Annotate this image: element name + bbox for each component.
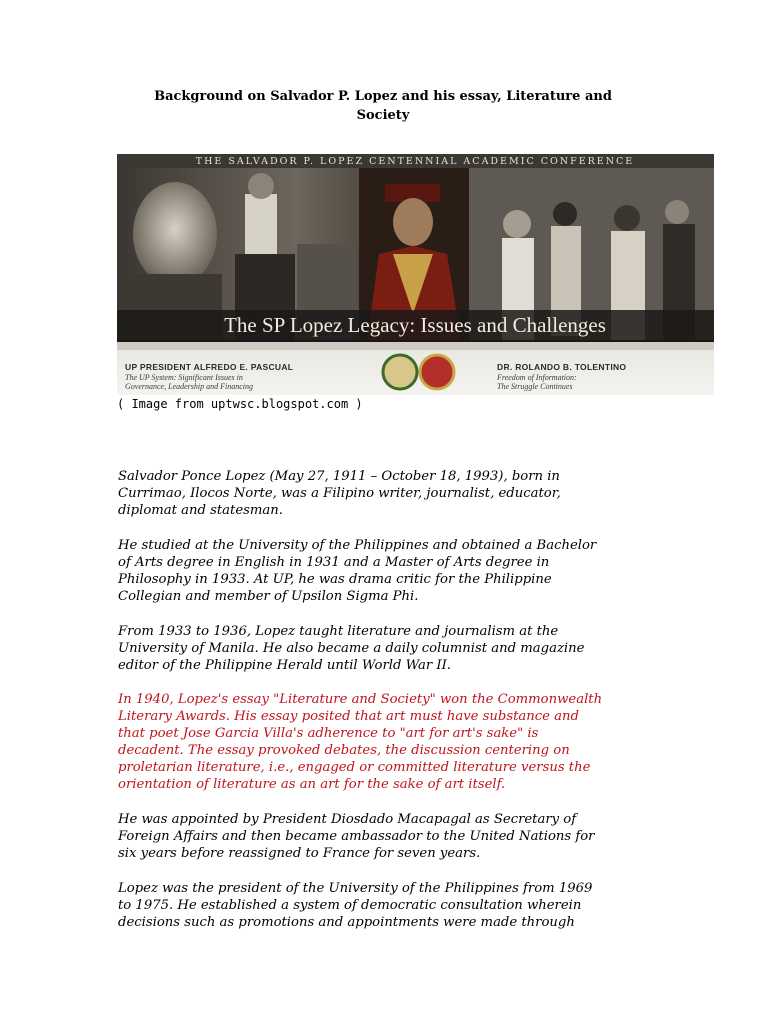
paragraph-4	[118, 691, 658, 793]
banner-left-sub2: Governance, Leadership and Financing	[125, 382, 253, 391]
paragraph-line: decadent. The essay provoked debates, the discussion centering on	[118, 743, 570, 758]
paragraph-line: Lopez was the president of the University of the Philippines from 1969	[118, 881, 593, 896]
college-seal-icon	[420, 355, 454, 389]
paragraph-line: Literary Awards. His essay posited that art must have substance and	[118, 709, 579, 724]
banner-right-sub1: Freedom of Information:	[497, 373, 577, 382]
paragraph-line: to 1975. He established a system of democratic consultation wherein	[118, 898, 582, 913]
paragraph-line: Currimao, Ilocos Norte, was a Filipino writer, journalist, educator,	[118, 486, 561, 501]
conference-banner-image	[117, 154, 714, 395]
paragraph-1	[118, 468, 658, 519]
paragraph-line: Collegian and member of Upsilon Sigma Phi.	[118, 589, 419, 604]
paragraph-line: From 1933 to 1936, Lopez taught literature and journalism at the	[118, 624, 559, 639]
title-line-1: Background on Salvador P. Lopez and his essay, Literature and	[154, 89, 612, 104]
up-seal-icon	[383, 355, 417, 389]
document-title	[118, 87, 648, 125]
paragraph-line: editor of the Philippine Herald until World War II.	[118, 658, 451, 673]
paragraph-line: He studied at the University of the Philippines and obtained a Bachelor	[118, 538, 597, 553]
image-caption: ( Image from uptwsc.blogspot.com )	[117, 397, 363, 411]
banner-top-text: THE SALVADOR P. LOPEZ CENTENNIAL ACADEMIC CONFERENCE	[195, 156, 635, 167]
banner-right-name: DR. ROLANDO B. TOLENTINO	[497, 362, 627, 372]
paragraph-3	[118, 623, 658, 674]
paragraph-5	[118, 811, 658, 862]
paragraph-line: In 1940, Lopez's essay "Literature and Society" won the Commonwealth	[118, 692, 603, 707]
paragraph-6	[118, 880, 658, 931]
paragraph-line: diplomat and statesman.	[118, 503, 283, 518]
paragraph-line: orientation of literature as an art for the sake of art itself.	[118, 777, 506, 792]
paragraph-line: He was appointed by President Diosdado Macapagal as Secretary of	[118, 812, 577, 827]
banner-headline: The SP Lopez Legacy: Issues and Challenges	[224, 313, 606, 337]
paragraph-2	[118, 537, 658, 605]
paragraph-line: six years before reassigned to France for seven years.	[118, 846, 481, 861]
paragraph-line: University of Manila. He also became a daily columnist and magazine	[118, 641, 585, 656]
banner-left-sub1: The UP System: Significant Issues in	[125, 373, 243, 382]
banner-right-sub2: The Struggle Continues	[497, 382, 573, 391]
banner-left-name: UP PRESIDENT ALFREDO E. PASCUAL	[125, 362, 294, 372]
paragraph-line: Salvador Ponce Lopez (May 27, 1911 – October 18, 1993), born in	[118, 469, 560, 484]
paragraph-line: proletarian literature, i.e., engaged or committed literature versus the	[118, 760, 591, 775]
paragraph-line: Foreign Affairs and then became ambassador to the United Nations for	[118, 829, 595, 844]
paragraph-line: of Arts degree in English in 1931 and a Master of Arts degree in	[118, 555, 550, 570]
paragraph-line: that poet Jose Garcia Villa's adherence to "art for art's sake" is	[118, 726, 539, 741]
paragraph-line: decisions such as promotions and appointments were made through	[118, 915, 575, 930]
paragraph-line: Philosophy in 1933. At UP, he was drama critic for the Philippine	[118, 572, 552, 587]
title-line-2: Society	[356, 108, 410, 123]
